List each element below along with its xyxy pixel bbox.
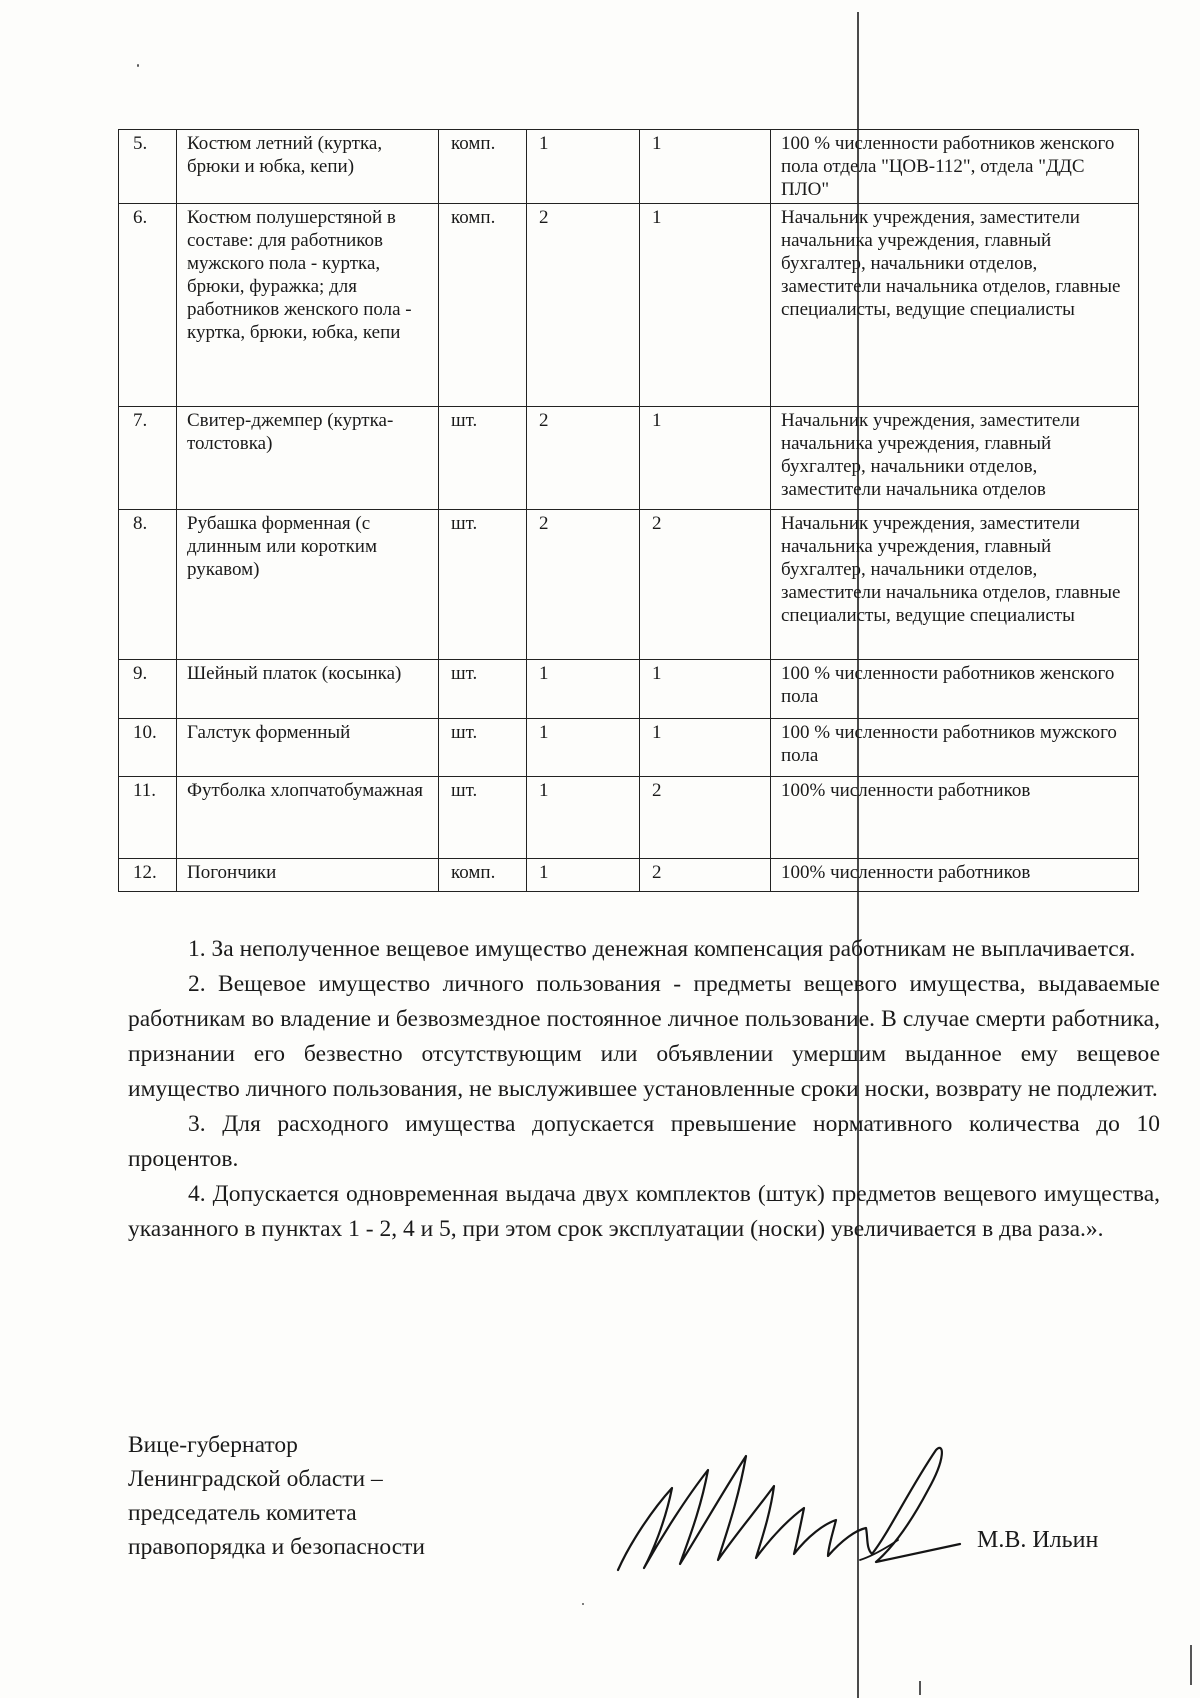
item-unit: комп. bbox=[439, 204, 527, 407]
row-number: 9. bbox=[119, 660, 177, 719]
item-recipients: 100 % численности работников женского пола отдела "ЦОВ-112", отдела "ДДС ПЛО" bbox=[771, 130, 1139, 204]
item-quantity: 1 bbox=[527, 130, 640, 204]
table-row bbox=[119, 719, 1139, 777]
scan-speck bbox=[137, 64, 139, 67]
row-number: 7. bbox=[119, 407, 177, 510]
item-term: 2 bbox=[640, 777, 771, 859]
signatory-position-line: правопорядка и безопасности bbox=[128, 1534, 425, 1560]
item-unit: шт. bbox=[439, 719, 527, 777]
item-recipients: Начальник учреждения, заместители начальника учреждения, главный бухгалтер, начальники отделов, заместители начальника отделов bbox=[771, 407, 1139, 510]
item-quantity: 1 bbox=[527, 859, 640, 892]
scan-speck bbox=[919, 1681, 921, 1695]
item-unit: шт. bbox=[439, 510, 527, 660]
table-row bbox=[119, 660, 1139, 719]
item-name: Костюм полушерстяной в составе: для работников мужского пола - куртка, брюки, фуражка; для работников женского пола - куртка, брюки, юбка, кепи bbox=[177, 204, 439, 407]
note-paragraph: 1. За неполученное вещевое имущество денежная компенсация работникам не выплачивается. bbox=[188, 936, 1136, 962]
item-unit: шт. bbox=[439, 407, 527, 510]
table-row bbox=[119, 204, 1139, 407]
item-quantity: 2 bbox=[527, 510, 640, 660]
note-paragraph: 4. Допускается одновременная выдача двух комплектов (штук) предметов вещевого имущества, указанного в пунктах 1 - 2, 4 и 5, при этом срок эксплуатации (носки) увеличивается в два раза.». bbox=[128, 1181, 1160, 1242]
item-quantity: 1 bbox=[527, 719, 640, 777]
scan-speck bbox=[1190, 1645, 1192, 1685]
row-number: 12. bbox=[119, 859, 177, 892]
item-unit: комп. bbox=[439, 130, 527, 204]
item-term: 1 bbox=[640, 719, 771, 777]
notes-section bbox=[128, 932, 1160, 1247]
item-term: 1 bbox=[640, 407, 771, 510]
signatory-position-line: Ленинградской области – bbox=[128, 1466, 383, 1492]
item-quantity: 1 bbox=[527, 777, 640, 859]
table-row bbox=[119, 859, 1139, 892]
item-name: Футболка хлопчатобумажная bbox=[177, 777, 439, 859]
item-term: 1 bbox=[640, 660, 771, 719]
table-row bbox=[119, 407, 1139, 510]
clothing-norms-table bbox=[118, 129, 1139, 892]
item-name: Свитер-джемпер (куртка-толстовка) bbox=[177, 407, 439, 510]
signatory-name: М.В. Ильин bbox=[977, 1527, 1099, 1553]
item-recipients: Начальник учреждения, заместители начальника учреждения, главный бухгалтер, начальники отделов, заместители начальника отделов, главные специалисты, ведущие специалисты bbox=[771, 510, 1139, 660]
item-recipients: Начальник учреждения, заместители начальника учреждения, главный бухгалтер, начальники отделов, заместители начальника отделов, главные специалисты, ведущие специалисты bbox=[771, 204, 1139, 407]
item-name: Погончики bbox=[177, 859, 439, 892]
table-row bbox=[119, 130, 1139, 204]
row-number: 10. bbox=[119, 719, 177, 777]
item-unit: шт. bbox=[439, 777, 527, 859]
item-quantity: 2 bbox=[527, 204, 640, 407]
item-term: 1 bbox=[640, 204, 771, 407]
item-name: Галстук форменный bbox=[177, 719, 439, 777]
item-quantity: 1 bbox=[527, 660, 640, 719]
item-name: Шейный платок (косынка) bbox=[177, 660, 439, 719]
note-paragraph: 2. Вещевое имущество личного пользования - предметы вещевого имущества, выдаваемые работникам во владение и безвозмездное постоянное личное пользование. В случае смерти работника, признании его безвестно отсутствующим или объявлении умершим выданное ему вещевое имущество личного пользования, не выслужившее установленные сроки носки, возврату не подлежит. bbox=[128, 971, 1160, 1102]
item-name: Рубашка форменная (с длинным или коротким рукавом) bbox=[177, 510, 439, 660]
item-unit: шт. bbox=[439, 660, 527, 719]
item-term: 2 bbox=[640, 510, 771, 660]
table-row bbox=[119, 510, 1139, 660]
item-recipients: 100% численности работников bbox=[771, 777, 1139, 859]
signatory-position-line: Вице-губернатор bbox=[128, 1432, 298, 1458]
row-number: 11. bbox=[119, 777, 177, 859]
item-recipients: 100 % численности работников мужского пола bbox=[771, 719, 1139, 777]
table-row bbox=[119, 777, 1139, 859]
item-quantity: 2 bbox=[527, 407, 640, 510]
item-term: 1 bbox=[640, 130, 771, 204]
row-number: 5. bbox=[119, 130, 177, 204]
row-number: 8. bbox=[119, 510, 177, 660]
item-recipients: 100 % численности работников женского пола bbox=[771, 660, 1139, 719]
signatory-position-line: председатель комитета bbox=[128, 1500, 357, 1526]
note-paragraph: 3. Для расходного имущества допускается превышение нормативного количества до 10 процентов. bbox=[128, 1111, 1160, 1172]
item-name: Костюм летний (куртка, брюки и юбка, кепи) bbox=[177, 130, 439, 204]
scan-speck bbox=[582, 1603, 584, 1605]
item-recipients: 100% численности работников bbox=[771, 859, 1139, 892]
item-term: 2 bbox=[640, 859, 771, 892]
signatory-position bbox=[128, 1428, 425, 1564]
handwritten-signature bbox=[610, 1428, 990, 1578]
item-unit: комп. bbox=[439, 859, 527, 892]
row-number: 6. bbox=[119, 204, 177, 407]
